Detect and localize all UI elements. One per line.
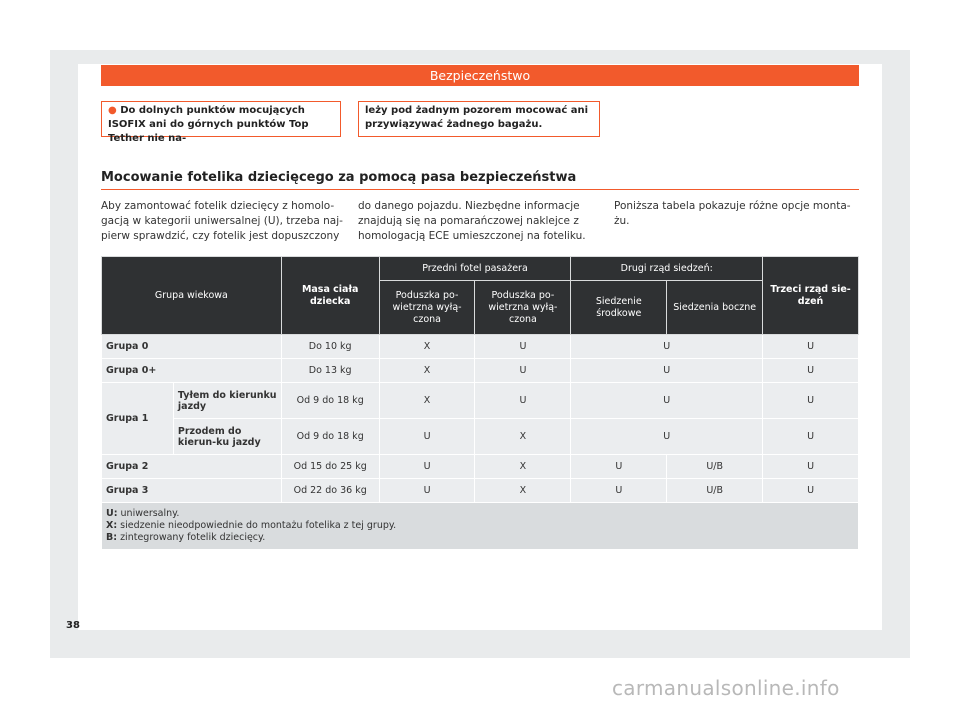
warning-text-left: Do dolnych punktów mocujących ISOFIX ani do górnych punktów Top Tether nie na- [108, 105, 309, 144]
cell: U [475, 359, 571, 383]
row-mass: Od 15 do 25 kg [281, 455, 379, 479]
cell: U [475, 383, 571, 419]
cell: U/B [667, 455, 763, 479]
header-second-row: Drugi rząd siedzeń: [571, 257, 763, 281]
table-row [102, 455, 859, 479]
header-mass: Masa ciała dziecka [281, 257, 379, 335]
cell: X [379, 383, 475, 419]
cell: X [379, 335, 475, 359]
section-header: Bezpieczeństwo [101, 65, 859, 86]
watermark: carmanualsonline.info [612, 676, 840, 700]
section-title: Mocowanie fotelika dziecięcego za pomocą pasa bezpieczeństwa [101, 170, 859, 190]
row-group: Grupa 3 [102, 479, 282, 503]
cell: X [475, 419, 571, 455]
row-group: Grupa 0 [102, 335, 282, 359]
note-text: uniwersalny. [117, 508, 180, 519]
cell: U [763, 419, 859, 455]
text-column-1: Aby zamontować fotelik dziecięcy z homolo-gacją w kategorii uniwersalnej (U), trzeba naj-pierw sprawdzić, czy fotelik jest dopuszczony [101, 200, 343, 242]
page-number: 38 [66, 620, 80, 631]
table-row [102, 479, 859, 503]
note-line [106, 532, 854, 544]
cell: U [379, 455, 475, 479]
note-text: zintegrowany fotelik dziecięcy. [117, 532, 266, 543]
cell: U [763, 479, 859, 503]
note-key: B: [106, 532, 118, 543]
header-airbag-off: Poduszka po-wietrzna wyłą-czona [379, 281, 475, 335]
cell: U [475, 335, 571, 359]
row-mass: Do 13 kg [281, 359, 379, 383]
row-subgroup: Przodem do kierun-ku jazdy [173, 419, 281, 455]
row-group: Grupa 1 [102, 383, 174, 455]
cell: U [379, 479, 475, 503]
cell: U [763, 383, 859, 419]
cell: U [571, 359, 763, 383]
warning-box-left [101, 101, 341, 144]
warning-box-right [358, 101, 600, 137]
text-column-2: do danego pojazdu. Niezbędne informacje znajdują się na pomarańczowej naklejce z homologacją ECE umieszczonej na foteliku. [358, 200, 586, 242]
header-age-group: Grupa wiekowa [102, 257, 282, 335]
note-key: U: [106, 508, 118, 519]
text-column-3: Poniższa tabela pokazuje różne opcje monta-żu. [614, 200, 851, 227]
row-group: Grupa 0+ [102, 359, 282, 383]
child-seat-table [101, 256, 859, 550]
cell: U [571, 455, 667, 479]
cell: U [763, 455, 859, 479]
header-third-row: Trzeci rząd sie-dzeń [763, 257, 859, 335]
header-center-seat: Siedzenie środkowe [571, 281, 667, 335]
table-row [102, 419, 859, 455]
cell: U [763, 335, 859, 359]
row-mass: Do 10 kg [281, 335, 379, 359]
row-mass: Od 22 do 36 kg [281, 479, 379, 503]
header-side-seats: Siedzenia boczne [667, 281, 763, 335]
cell: U [571, 383, 763, 419]
cell: U [571, 419, 763, 455]
table-row [102, 383, 859, 419]
row-mass: Od 9 do 18 kg [281, 419, 379, 455]
bullet-icon: ● [108, 105, 117, 116]
table-notes-row [102, 503, 859, 550]
note-key: X: [106, 520, 118, 531]
note-line [106, 520, 854, 532]
cell: U/B [667, 479, 763, 503]
cell: U [571, 335, 763, 359]
table-notes [102, 503, 859, 550]
note-line [106, 508, 854, 520]
row-group: Grupa 2 [102, 455, 282, 479]
row-mass: Od 9 do 18 kg [281, 383, 379, 419]
cell: X [379, 359, 475, 383]
cell: U [763, 359, 859, 383]
header-front-seat: Przedni fotel pasażera [379, 257, 571, 281]
cell: U [379, 419, 475, 455]
cell: X [475, 455, 571, 479]
note-text: siedzenie nieodpowiednie do montażu fotelika z tej grupy. [117, 520, 397, 531]
header-airbag-on: Poduszka po-wietrzna wyłą-czona [475, 281, 571, 335]
row-subgroup: Tyłem do kierunku jazdy [173, 383, 281, 419]
table-row [102, 335, 859, 359]
table-row [102, 359, 859, 383]
cell: X [475, 479, 571, 503]
warning-text-right: leży pod żadnym pozorem mocować ani przywiązywać żadnego bagażu. [365, 105, 589, 130]
cell: U [571, 479, 667, 503]
